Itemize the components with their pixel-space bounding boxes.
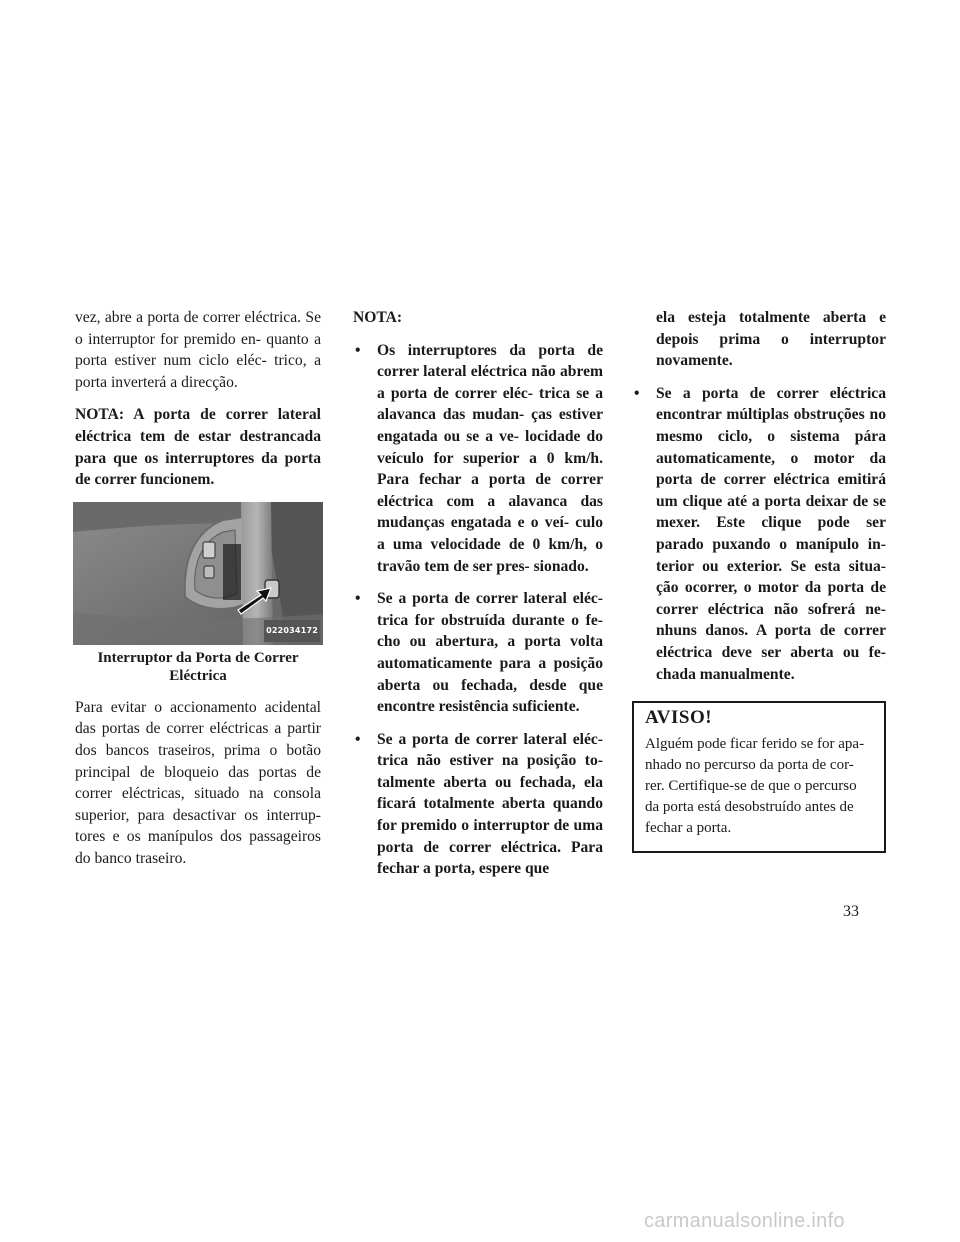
warning-title: AVISO! (645, 707, 713, 729)
figure-caption-line-1: Interruptor da Porta de Correr (97, 649, 299, 666)
list-item-text: Se a porta de correr eléctrica encontrar múltiplas obstruções no mesmo ciclo, o sistema pára automaticamente, o motor da porta de correr eléctrica emitirá um clique até a porta deixar de se mexer. Este clique pode ser parado puxando o manípulo in- terior ou exterior. Se esta situa- ção ocorrer, o motor da porta de correr eléctrica não sofrerá ne- nhuns danos. A porta de correr eléctrica deve ser aberta ou fe- chada manualmente. (656, 384, 886, 683)
list-item (353, 588, 603, 718)
list-item (353, 729, 603, 880)
column-right (632, 307, 886, 853)
watermark: carmanualsonline.info (644, 1210, 845, 1232)
column-middle (353, 307, 603, 891)
note-paragraph: NOTA: A porta de correr lateral eléctrica tem de estar destrancada para que os interruptores da porta de correr funcionem. (75, 406, 321, 489)
list-item-text: Se a porta de correr lateral eléc- trica for obstruída durante o fe- cho ou abertura, a porta volta automaticamente para a posição aberta ou fechada, desde que encontre resistência suficiente. (377, 590, 603, 716)
column-left (75, 307, 321, 881)
list-item (632, 383, 886, 685)
warning-box (632, 701, 886, 853)
note-heading: NOTA: (353, 309, 403, 326)
bullet-icon: • (634, 384, 640, 402)
figure-caption-line-2: Eléctrica (169, 667, 227, 684)
note-bullet-list (353, 340, 603, 880)
warning-text: Alguém pode ficar ferido se for apa- nhado no percurso da porta de cor- rer. Certifique-se de que o percurso da porta está desobstruído antes de fechar a porta. (645, 735, 865, 836)
body-paragraph: Para evitar o accionamento acidental das portas de correr eléctricas a partir dos bancos traseiros, prima o botão principal de bloqueio das portas de correr eléctricas, situado na consola superior, para desactivar os interrup- tores e os manípulos dos passageiros do banco traseiro. (75, 698, 321, 867)
bullet-icon: • (355, 730, 361, 748)
note-bullet-list-continued (632, 383, 886, 685)
figure-caption (75, 649, 321, 685)
door-switch-figure (73, 502, 323, 645)
list-item-text: Se a porta de correr lateral eléc- trica não estiver na posição to- talmente aberta ou fechada, ela ficará totalmente aberta quando for premido o interruptor de uma porta de correr eléctrica. Para fechar a porta, espere que (377, 730, 603, 878)
bullet-icon: • (355, 590, 361, 608)
list-item-text: Os interruptores da porta de correr lateral eléctrica não abrem a porta de correr eléc- trica se a alavanca das mudan- ças estiver engatada ou se a ve- locidade do veículo for superior a 0 km/h. Para fechar a porta de correr eléctrica com a alavanca das mudanças engatada e o veí- culo a uma velocidade de 0 km/h, o travão tem de ser pres- sionado. (377, 341, 603, 575)
figure-code-label: 022034172 (264, 620, 320, 642)
list-item-continuation: ela esteja totalmente aberta e depois prima o interruptor novamente. (656, 309, 886, 370)
bullet-icon: • (355, 341, 361, 359)
body-paragraph: vez, abre a porta de correr eléctrica. Se o interruptor for premido en- quanto a porta estiver num ciclo eléc- trico, a porta inverterá a direcção. (75, 309, 321, 391)
list-item (353, 340, 603, 578)
page-number: 33 (843, 903, 859, 920)
